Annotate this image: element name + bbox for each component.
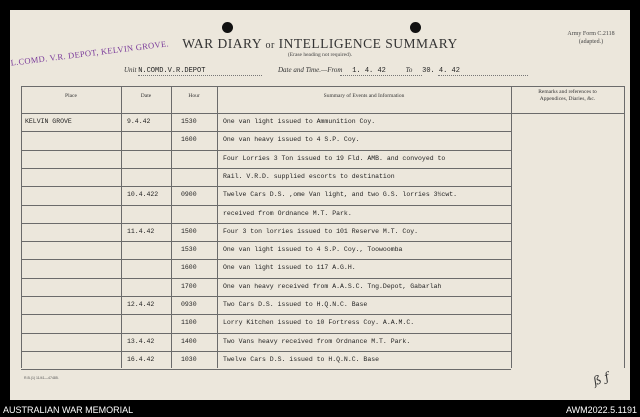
col-header-remarks: Remarks and references to Appendices, Diaries, &c.	[538, 89, 597, 102]
table-column-rule	[511, 86, 512, 368]
row-summary: Four Lorries 3 Ton issued to 19 Fld. AMB. and convoyed to	[223, 154, 446, 162]
table-row-rule	[21, 351, 511, 352]
row-summary: Two Cars D.S. issued to H.Q.N.C. Base	[223, 301, 368, 308]
table-row-rule	[21, 241, 511, 242]
page-subtitle: (Erase heading not required).	[287, 52, 353, 58]
table-row-rule	[21, 259, 511, 260]
table-column-rule	[217, 86, 218, 368]
unit-underline	[138, 75, 262, 76]
row-date: 13.4.42	[127, 337, 155, 345]
row-summary: Rail. V.R.D. supplied escorts to destination	[223, 172, 395, 180]
table-column-rule	[121, 86, 122, 368]
handwritten-initials: ß ƒ	[591, 369, 612, 389]
col-header-summary: Summary of Events and Information	[323, 93, 405, 99]
punch-hole	[222, 22, 233, 33]
date-line: Date and Time.—From 1. 4. 42 To 30. 4. 42	[278, 66, 460, 75]
table-row-rule	[21, 150, 511, 151]
archive-reference: AWM2022.5.1191	[565, 405, 637, 415]
row-summary: Four 3 ton lorries issued to 101 Reserve M.T. Coy.	[223, 227, 419, 235]
row-summary: Two Vans heavy received from Ordnance M.T. Park.	[223, 337, 411, 345]
table-row-rule	[21, 131, 511, 132]
date-from-underline	[340, 75, 422, 76]
row-summary: One van light issued to 117 A.G.H.	[223, 264, 356, 272]
army-form-label: Army Form C.2118 (adapted.)	[567, 31, 615, 45]
row-hour: 1600	[181, 136, 197, 144]
table-header-rule	[21, 113, 624, 114]
row-place: KELVIN GROVE	[25, 118, 72, 125]
table-column-rule	[21, 86, 22, 368]
unit-value: N.COMD.V.R.DEPOT	[138, 67, 206, 75]
row-date: 10.4.422	[127, 191, 159, 199]
table-row-rule	[21, 369, 511, 370]
col-header-hour: Hour	[188, 93, 200, 99]
unit-stamp: L.COMD. V.R. DEPOT, KELVIN GROVE.	[10, 38, 170, 68]
col-header-date: Date	[140, 93, 152, 99]
table-row-rule	[21, 278, 511, 279]
table-header-rule	[21, 86, 624, 87]
row-date: 12.4.42	[127, 301, 155, 308]
row-summary: One van light issued to 4 S.P. Coy., Toowoomba	[223, 246, 403, 254]
row-hour: 1530	[181, 246, 197, 254]
row-date: 9.4.42	[127, 118, 151, 125]
table-row-rule	[21, 314, 511, 315]
table-row-rule	[21, 205, 511, 206]
row-hour: 1530	[181, 118, 197, 125]
table-column-rule	[624, 86, 625, 368]
row-hour: 0930	[181, 301, 197, 308]
date-to: 30. 4. 42	[422, 67, 460, 75]
row-summary: One van light issued to Ammunition Coy.	[223, 118, 376, 125]
row-summary: Lorry Kitchen issued to 10 Fortress Coy. A.A.M.C.	[223, 319, 415, 327]
table-row-rule	[21, 223, 511, 224]
row-summary: Twelve Cars D.S. ,ome Van light, and two G.S. lorries 3½cwt.	[223, 191, 458, 199]
row-hour: 1500	[181, 227, 197, 235]
punch-hole	[410, 22, 421, 33]
table-column-rule	[171, 86, 172, 368]
row-summary: One van heavy issued to 4 S.P. Coy.	[223, 136, 360, 144]
row-date: 16.4.42	[127, 355, 155, 363]
row-hour: 1400	[181, 337, 197, 345]
printer-note: R.B.(1) 11/41—47485.	[24, 376, 59, 380]
table-row-rule	[21, 333, 511, 334]
table-row-rule	[21, 186, 511, 187]
table-row-rule	[21, 168, 511, 169]
col-header-place: Place	[65, 93, 77, 99]
war-diary-sheet	[10, 10, 630, 400]
row-hour: 1600	[181, 264, 197, 272]
table-row-rule	[21, 296, 511, 297]
row-hour: 1100	[181, 319, 197, 327]
unit-line: Unit N.COMD.V.R.DEPOT	[124, 66, 206, 75]
row-summary: Twelve Cars D.S. issued to H.Q.N.C. Base	[223, 355, 380, 363]
date-from: 1. 4. 42	[352, 67, 386, 75]
diary-table	[21, 86, 624, 368]
row-hour: 1700	[181, 282, 197, 290]
date-to-underline	[438, 75, 528, 76]
row-summary: received from Ordnance M.T. Park.	[223, 209, 352, 217]
row-summary: One van heavy received from A.A.S.C. Tng.Depot, Gabarlah	[223, 282, 442, 290]
archive-caption: AUSTRALIAN WAR MEMORIAL	[3, 405, 134, 415]
page-title: WAR DIARY or INTELLIGENCE SUMMARY	[182, 36, 458, 51]
row-date: 11.4.42	[127, 227, 155, 235]
row-hour: 1030	[181, 355, 197, 363]
row-hour: 0900	[181, 191, 197, 199]
